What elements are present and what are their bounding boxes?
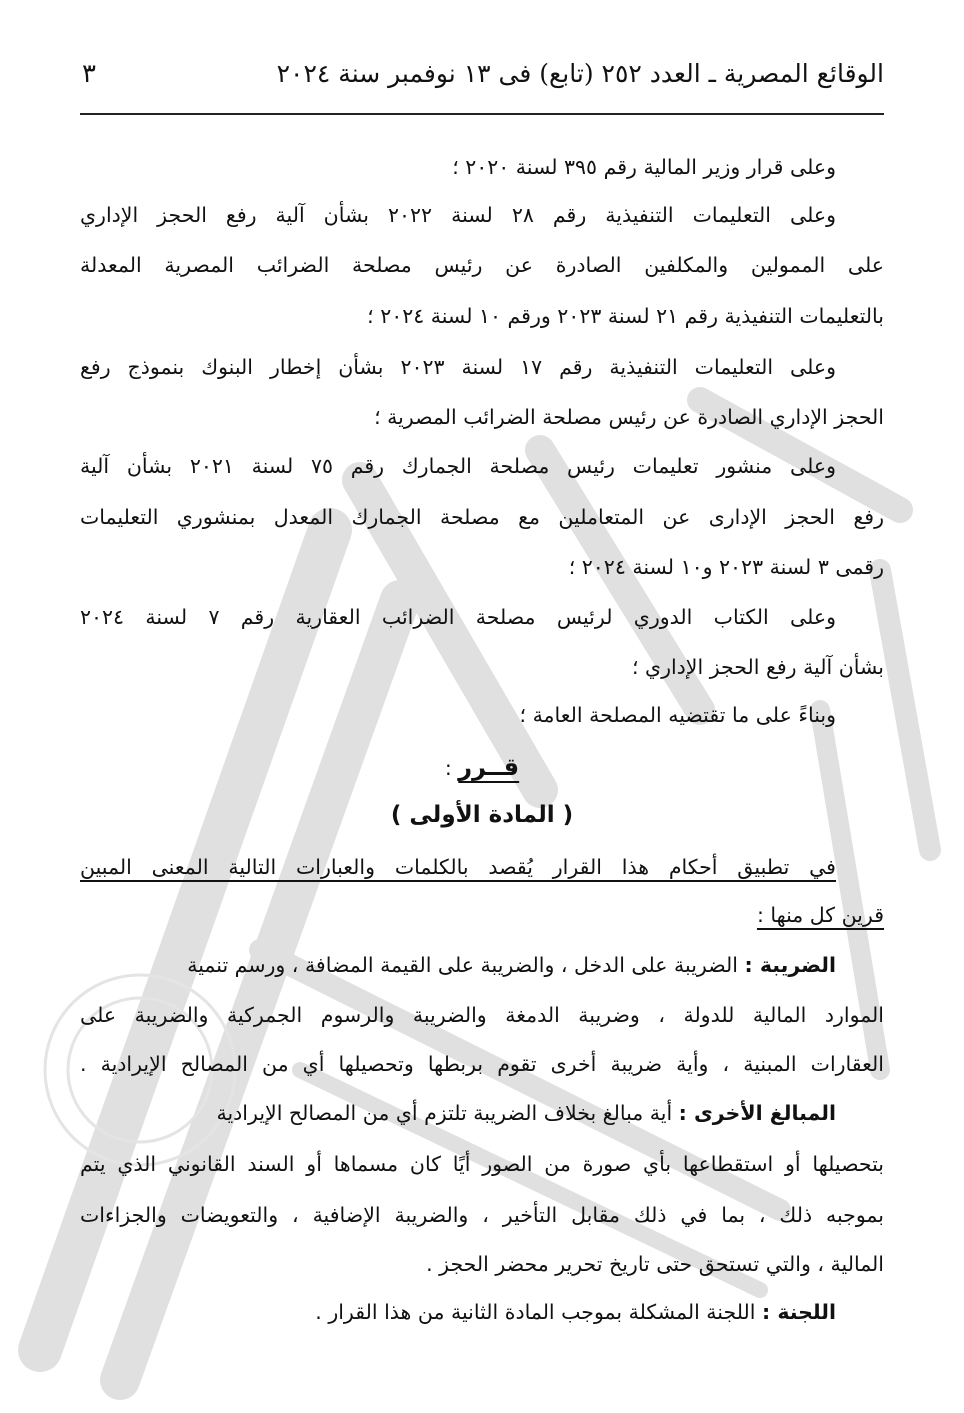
- preamble-line-5: وعلى التعليمات التنفيذية رقم ١٧ لسنة ٢٠٢٣ بشأن إخطار البنوك بنموذج رفع: [80, 355, 836, 379]
- definition-committee-text: اللجنة المشكلة بموجب المادة الثانية من هذا القرار .: [315, 1300, 756, 1324]
- definition-other-amounts-line-2: بتحصيلها أو استقطاعها بأي صورة من الصور أيًا كان مسماها أو السند القانوني الذي يتم: [80, 1152, 884, 1176]
- preamble-line-10: وعلى الكتاب الدوري لرئيس مصلحة الضرائب العقارية رقم ٧ لسنة ٢٠٢٤: [80, 605, 836, 629]
- definition-other-amounts-line-1: [80, 1098, 836, 1128]
- definition-committee-line: [80, 1297, 836, 1327]
- definition-tax-text-1: الضريبة على الدخل ، والضريبة على القيمة المضافة ، ورسم تنمية: [187, 953, 738, 977]
- preamble-line-6: الحجز الإداري الصادرة عن رئيس مصلحة الضرائب المصرية ؛: [374, 405, 884, 429]
- preamble-line-2: وعلى التعليمات التنفيذية رقم ٢٨ لسنة ٢٠٢٢ بشأن آلية رفع الحجز الإداري: [80, 203, 836, 227]
- page-header: [80, 55, 884, 105]
- preamble-line-7: وعلى منشور تعليمات رئيس مصلحة الجمارك رقم ٧٥ لسنة ٢٠٢١ بشأن آلية: [80, 454, 836, 478]
- definition-other-amounts-text-1: أية مبالغ بخلاف الضريبة تلتزم أي من المصالح الإيرادية: [216, 1101, 673, 1125]
- definition-tax-line-2: الموارد المالية للدولة ، وضريبة الدمغة والضريبة والرسوم الجمركية والضريبة على: [80, 1003, 884, 1027]
- definition-term-other-amounts: المبالغ الأخرى :: [678, 1101, 836, 1125]
- header-divider: [80, 113, 884, 115]
- decision-heading: [80, 752, 884, 783]
- preamble-line-3: على الممولين والمكلفين الصادرة عن رئيس مصلحة الضرائب المصرية المعدلة: [80, 253, 884, 277]
- article-one-title: ( المادة الأولى ): [390, 802, 574, 828]
- definition-tax-line-1: [80, 950, 836, 980]
- article-intro-text: قرين كل منها :: [756, 903, 884, 927]
- gazette-title: الوقائع المصرية ـ العدد ٢٥٢ (تابع) فى ١٣ نوفمبر سنة ٢٠٢٤: [276, 59, 884, 88]
- definition-tax-line-3: العقارات المبنية ، وأية ضريبة أخرى تقوم بربطها وتحصيلها أي من المصالح الإيرادية .: [80, 1052, 884, 1076]
- page-number: ٣: [82, 59, 96, 89]
- preamble-line-8: رفع الحجز الإدارى عن المتعاملين مع مصلحة الجمارك المعدل بمنشوري التعليمات: [80, 505, 884, 529]
- definition-other-amounts-line-3: بموجبه ذلك ، بما في ذلك مقابل التأخير ، والضريبة الإضافية ، والتعويضات والجزاءات: [80, 1203, 884, 1227]
- preamble-line-1: وعلى قرار وزير المالية رقم ٣٩٥ لسنة ٢٠٢٠ ؛: [452, 155, 836, 179]
- article-intro-line-2: [80, 900, 884, 930]
- preamble-line-4: بالتعليمات التنفيذية رقم ٢١ لسنة ٢٠٢٣ ورقم ١٠ لسنة ٢٠٢٤ ؛: [367, 304, 884, 328]
- definition-term-tax: الضريبة :: [744, 953, 836, 977]
- definition-term-committee: اللجنة :: [761, 1300, 836, 1324]
- article-intro-line-1: في تطبيق أحكام هذا القرار يُقصد بالكلمات والعبارات التالية المعنى المبين: [80, 855, 836, 879]
- preamble-line-12: وبناءً على ما تقتضيه المصلحة العامة ؛: [519, 703, 836, 727]
- preamble-line-11: بشأن آلية رفع الحجز الإداري ؛: [632, 655, 884, 679]
- preamble-line-9: رقمى ٣ لسنة ٢٠٢٣ و١٠ لسنة ٢٠٢٤ ؛: [568, 555, 884, 579]
- decision-word: قــرر: [458, 753, 520, 781]
- decision-colon: :: [444, 756, 452, 780]
- definition-other-amounts-line-4: المالية ، والتي تستحق حتى تاريخ تحرير محضر الحجز .: [426, 1252, 884, 1276]
